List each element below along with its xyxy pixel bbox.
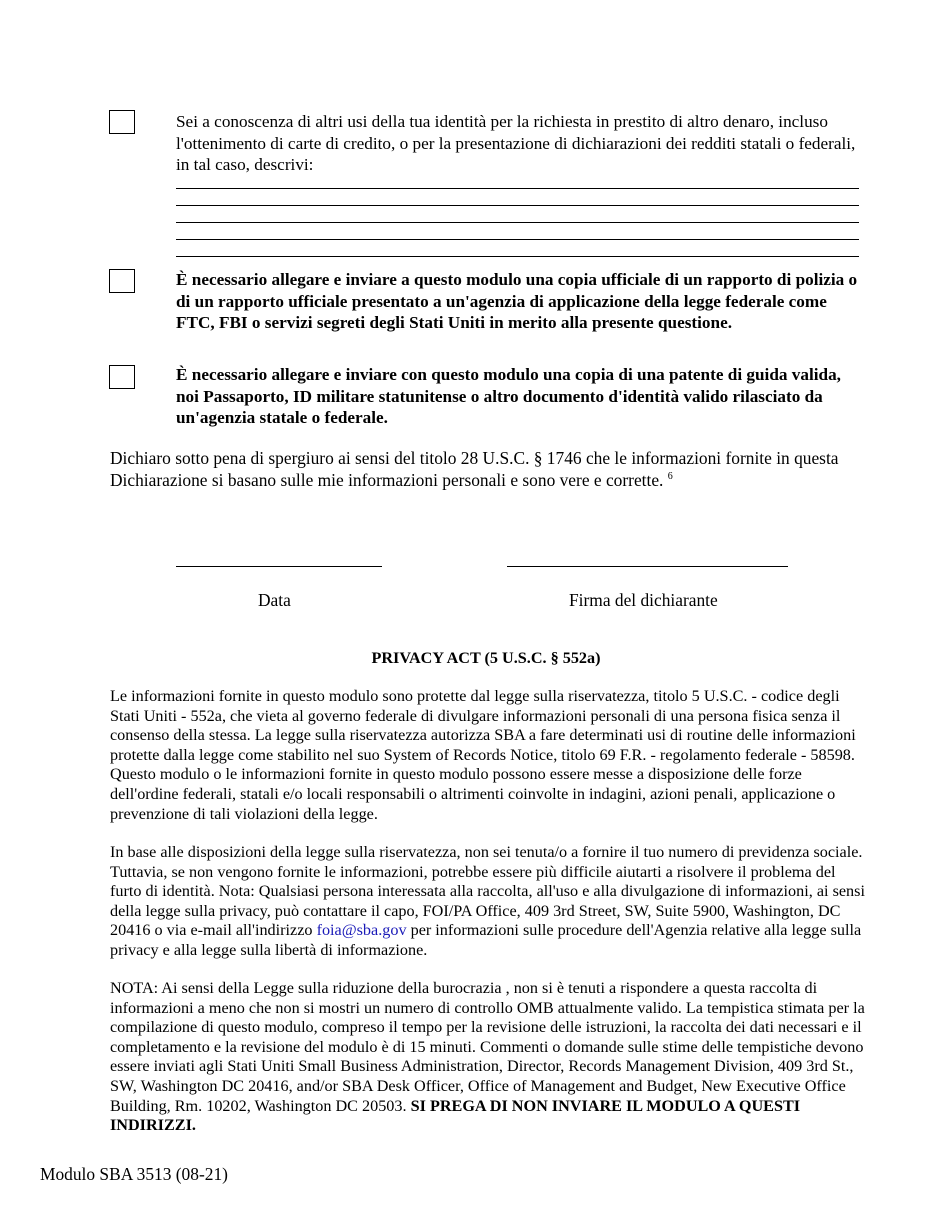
other-uses-checkbox[interactable] <box>109 110 135 134</box>
date-label: Data <box>258 590 291 610</box>
description-line[interactable] <box>176 222 859 223</box>
paperwork-notice <box>110 979 870 1136</box>
form-id-footer: Modulo SBA 3513 (08-21) <box>40 1164 228 1184</box>
id-copy-text: È necessario allegare e inviare con questo modulo una copia di una patente di guida valida, noi Passaporto, ID militare statunitense o altro documento d'identità valido rilasciato da un'agenzia statale o federale. <box>176 365 841 428</box>
id-copy-checkbox[interactable] <box>109 365 135 389</box>
description-line[interactable] <box>176 188 859 189</box>
other-uses-text: Sei a conoscenza di altri usi della tua identità per la richiesta in prestito di altro denaro, incluso l'ottenimento di carte di credito, o per la presentazione di dichiarazioni dei redditi statali o federali, in tal caso, descrivi: <box>176 112 856 175</box>
description-line[interactable] <box>176 205 859 206</box>
privacy-paragraph-1: Le informazioni fornite in questo modulo sono protette dal legge sulla riservatezza, titolo 5 U.S.C. - codice degli Stati Uniti - 552a, che vieta al governo federale di divulgare informazioni personali di una persona fisica senza il consenso della stessa. La legge sulla riservatezza autorizza SBA a fare determinati usi di routine delle informazioni protette dalla legge come stabilito nel suo System of Records Notice, titolo 69 F.R. - regolamento federale - 58598. Questo modulo o le informazioni fornite in questo modulo possono essere messe a disposizione delle forze dell'ordine federali, statali e/o locali responsabili o altrimenti coinvolte in indagini, azioni penali, applicazione o prevenzione di tali violazioni della legge. <box>110 687 856 823</box>
description-line[interactable] <box>176 256 859 257</box>
police-report-checkbox[interactable] <box>109 269 135 293</box>
privacy-act-heading: PRIVACY ACT (5 U.S.C. § 552a) <box>371 649 601 667</box>
do-not-send-notice: SI PREGA DI NON INVIARE IL MODULO A QUESTI INDIRIZZI. <box>110 1096 801 1135</box>
privacy-paragraph-2-end: per informazioni sulle procedure dell'Agenzia relative alla legge sulla privacy e alla legge sulla libertà di informazione. <box>110 921 862 959</box>
police-report-text: È necessario allegare e inviare a questo modulo una copia ufficiale di un rapporto di polizia o di un rapporto ufficiale presentato a un'agenzia di applicazione della legge federale come FTC, FBI o servizi segreti degli Stati Uniti in merito alla presente questione. <box>176 270 858 333</box>
signature-line[interactable] <box>507 566 788 567</box>
privacy-paragraph-2-text: In base alle disposizioni della legge sulla riservatezza, non sei tenuta/o a fornire il tuo numero di previdenza sociale. Tuttavia, se non vengono fornite le informazioni, potrebbe essere più difficile aiutarti a risolvere il problema del furto di identità. Nota: Qualsiasi persona interessata alla raccolta, all'uso e alla divulgazione di informazioni, ai sensi della legge sulla privacy, può contattare il capo, FOI/PA Office, 409 3rd Street, SW, Suite 5900, Washington, DC 20416 o via e-mail all'indirizzo <box>110 843 865 940</box>
foia-email-link[interactable]: foia@sba.gov <box>316 921 407 940</box>
footnote-marker: 6 <box>667 471 673 482</box>
signature-label: Firma del dichiarante <box>569 590 718 610</box>
paperwork-notice-text: NOTA: Ai sensi della Legge sulla riduzione della burocrazia , non si è tenuti a rispondere a questa raccolta di informazioni a meno che non si mostri un numero di controllo OMB attualmente valido. La tempistica stimata per la compilazione di questo modulo, compreso il tempo per la revisione delle istruzioni, la raccolta dei dati necessari e il completamento e la revisione del modulo è di 15 minuti. Commenti o domande sulle stime delle tempistiche devono essere inviati agli Stati Uniti Small Business Administration, Director, Records Management Division, 409 3rd St., SW, Washington DC 20416, and/or SBA Desk Officer, Office of Management and Budget, New Executive Office Building, Rm. 10202, Washington DC 20503. <box>110 979 865 1115</box>
privacy-paragraph-2 <box>110 843 870 961</box>
date-line[interactable] <box>176 566 382 567</box>
description-line[interactable] <box>176 239 859 240</box>
declaration-paragraph <box>110 448 850 492</box>
declaration-text: Dichiaro sotto pena di spergiuro ai sensi del titolo 28 U.S.C. § 1746 che le informazioni fornite in questa Dichiarazione si basano sulle mie informazioni personali e sono vere e corrette. <box>110 448 839 490</box>
